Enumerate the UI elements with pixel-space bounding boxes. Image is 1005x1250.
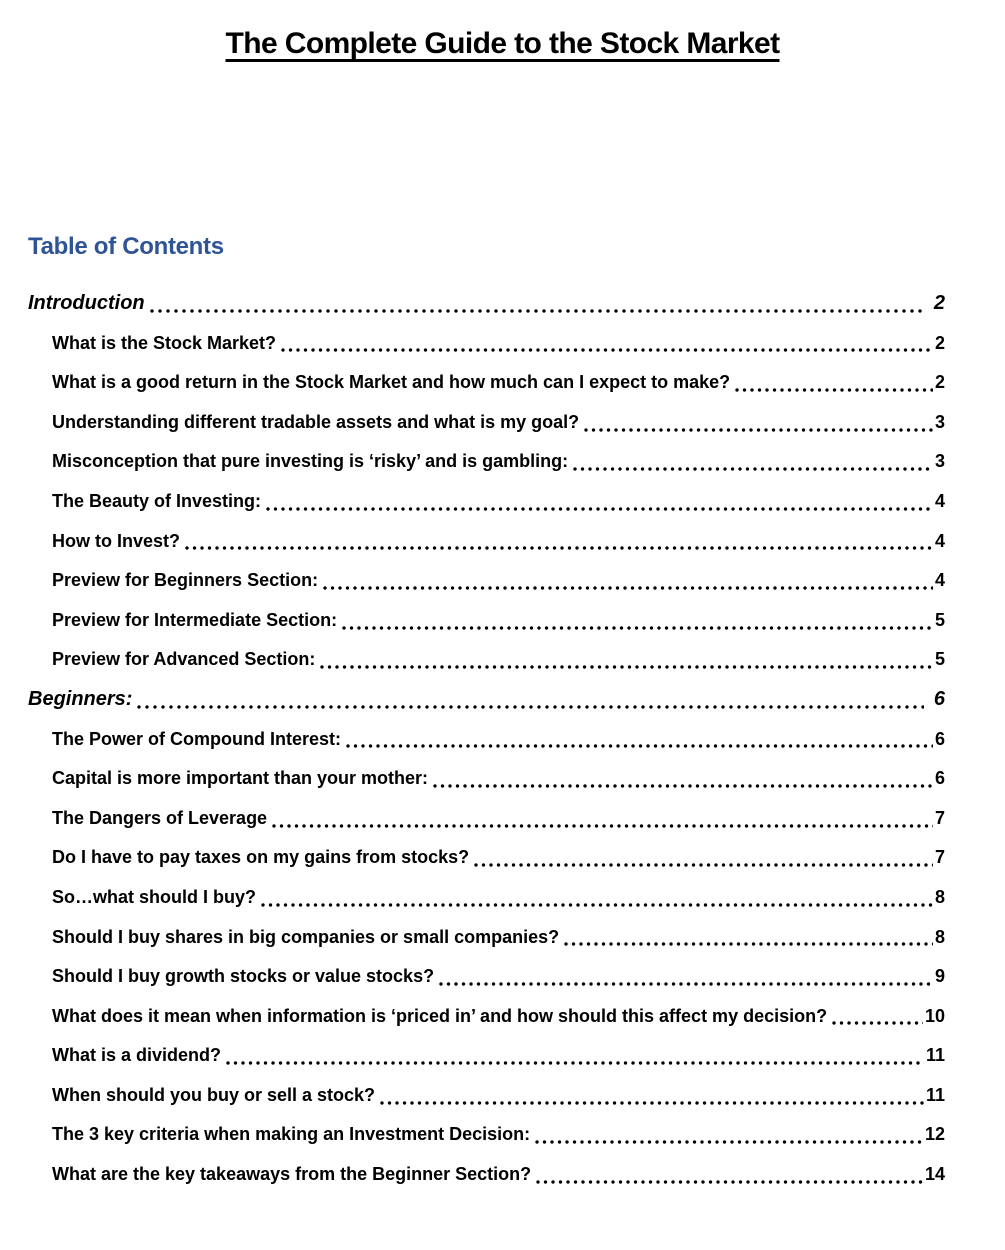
toc-page-number: 7 (934, 807, 945, 828)
toc-page-number: 11 (925, 1045, 945, 1066)
toc-leader-dots (573, 467, 933, 471)
toc-entry-label: Understanding different tradable assets and what is my goal? (52, 411, 580, 432)
toc-entry[interactable] (28, 363, 945, 403)
toc-heading: Table of Contents (28, 233, 224, 260)
toc-entry[interactable] (28, 918, 945, 958)
toc-page-number: 6 (934, 728, 945, 749)
toc-page-number: 9 (934, 966, 945, 987)
toc-entry-label: Misconception that pure investing is ‘risky’ and is gambling: (52, 451, 569, 472)
toc-page-number: 10 (924, 1005, 945, 1026)
document-title: The Complete Guide to the Stock Market (225, 27, 780, 60)
title-container (0, 0, 1005, 61)
toc-leader-dots (433, 784, 933, 788)
toc-entry-label: Preview for Advanced Section: (52, 649, 316, 670)
toc-leader-dots (474, 863, 933, 867)
toc-page-number: 4 (934, 530, 945, 551)
toc-leader-dots (832, 1021, 923, 1025)
toc-entry[interactable] (28, 284, 945, 324)
toc-entry-label: What is a dividend? (52, 1045, 222, 1066)
toc-entry-label: The 3 key criteria when making an Investment Decision: (52, 1124, 531, 1145)
toc-entry-label: What is the Stock Market? (52, 332, 277, 353)
toc-leader-dots (564, 942, 933, 946)
toc-entry[interactable] (28, 522, 945, 562)
toc-entry-label: Beginners: (28, 687, 133, 710)
toc-leader-dots (320, 665, 933, 669)
toc-entry[interactable] (28, 838, 945, 878)
toc-page-number: 5 (934, 649, 945, 670)
toc-entry-label: What is a good return in the Stock Market and how much can I expect to make? (52, 372, 731, 393)
toc-entry[interactable] (28, 482, 945, 522)
toc-entry-label: The Power of Compound Interest: (52, 728, 342, 749)
toc-leader-dots (584, 428, 933, 432)
toc-page-number: 6 (934, 768, 945, 789)
toc-entry[interactable] (28, 1036, 945, 1076)
toc-entry-label: What does it mean when information is ‘priced in’ and how should this affect my decision? (52, 1005, 828, 1026)
toc-leader-dots (380, 1101, 924, 1105)
toc-entry-label: Preview for Intermediate Section: (52, 609, 338, 630)
toc-entry[interactable] (28, 601, 945, 641)
toc-entry-label: Do I have to pay taxes on my gains from stocks? (52, 847, 470, 868)
toc-page-number: 4 (934, 570, 945, 591)
toc-leader-dots (185, 546, 933, 550)
toc-leader-dots (150, 309, 924, 313)
toc-entry-label: So…what should I buy? (52, 886, 256, 907)
toc-leader-dots (272, 824, 933, 828)
toc-leader-dots (137, 705, 923, 709)
toc-entry[interactable] (28, 997, 945, 1037)
toc-entry[interactable] (28, 1115, 945, 1155)
toc-entry[interactable] (28, 442, 945, 482)
toc-page-number: 8 (934, 926, 945, 947)
toc-entry-label: Capital is more important than your mother: (52, 768, 429, 789)
toc-page-number: 4 (934, 490, 945, 511)
toc-entry-label: What are the key takeaways from the Beginner Section? (52, 1164, 532, 1185)
toc-leader-dots (226, 1061, 924, 1065)
toc-page-number: 11 (925, 1084, 945, 1105)
toc-entry[interactable] (28, 799, 945, 839)
toc-entry[interactable] (28, 680, 945, 720)
toc-page-number: 3 (934, 411, 945, 432)
toc-entry-label: Should I buy growth stocks or value stocks? (52, 966, 435, 987)
toc-page-number: 3 (934, 451, 945, 472)
toc-leader-dots (281, 348, 933, 352)
toc-leader-dots (439, 982, 933, 986)
toc-leader-dots (735, 388, 933, 392)
toc-entry-label: The Beauty of Investing: (52, 490, 262, 511)
toc-page-number: 6 (933, 687, 945, 710)
toc-entry[interactable] (28, 1076, 945, 1116)
toc-leader-dots (261, 903, 933, 907)
toc-entry-label: The Dangers of Leverage (52, 807, 268, 828)
toc-entry[interactable] (28, 957, 945, 997)
toc-entry-label: When should you buy or sell a stock? (52, 1084, 376, 1105)
toc-entry[interactable] (28, 720, 945, 760)
toc-leader-dots (266, 507, 933, 511)
toc-list (28, 284, 945, 1195)
toc-page-number: 2 (934, 332, 945, 353)
toc-leader-dots (342, 626, 933, 630)
toc-page-number: 12 (924, 1124, 945, 1145)
toc-entry-label: Should I buy shares in big companies or small companies? (52, 926, 560, 947)
toc-leader-dots (346, 744, 933, 748)
toc-entry-label: Introduction (28, 292, 145, 314)
toc-leader-dots (536, 1180, 923, 1184)
toc-entry[interactable] (28, 1155, 945, 1195)
toc-page-number: 14 (924, 1164, 945, 1185)
toc-leader-dots (535, 1140, 923, 1144)
toc-entry-label: Preview for Beginners Section: (52, 570, 319, 591)
toc-entry[interactable] (28, 403, 945, 443)
toc-page-number: 7 (934, 847, 945, 868)
toc-leader-dots (323, 586, 933, 590)
toc-page-number: 5 (934, 609, 945, 630)
toc-entry[interactable] (28, 640, 945, 680)
toc-entry[interactable] (28, 324, 945, 364)
toc-entry-label: How to Invest? (52, 530, 181, 551)
toc-entry[interactable] (28, 561, 945, 601)
toc-page-number: 2 (933, 292, 945, 314)
toc-entry[interactable] (28, 878, 945, 918)
toc-page-number: 8 (934, 886, 945, 907)
toc-entry[interactable] (28, 759, 945, 799)
toc-page-number: 2 (934, 372, 945, 393)
